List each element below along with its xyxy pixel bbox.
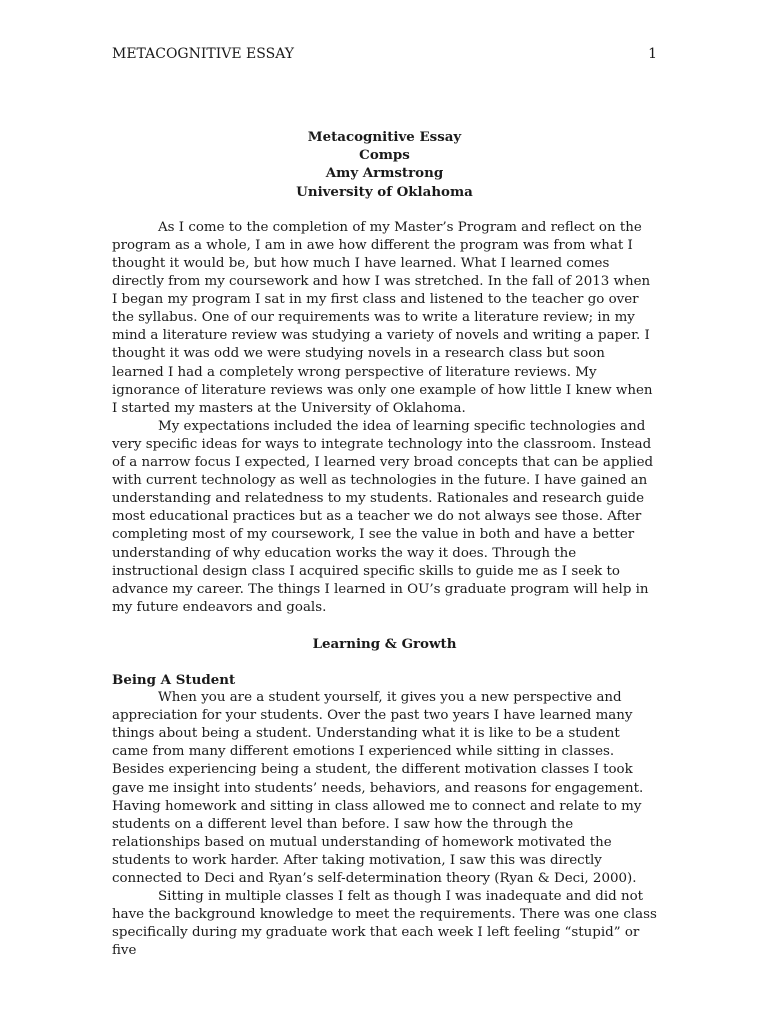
author-name: Amy Armstrong <box>325 165 444 182</box>
intro-paragraph-1: As I come to the completion of my Master’s Program and reflect on the program as a whole, I am in awe how different the program was from what I thought it would be, but how much I have learned. What I learned comes directly from my coursework and how I was stretched. In the fall of 2013 when I began my program I sat in my first class and listened to the teacher go over the syllabus. One of our requirements was to write a literature review; in my mind a literature review was studying a variety of novels and writing a paper. I thought it was odd we were studying novels in a research class but soon learned I had a completely wrong perspective of literature reviews. My ignorance of literature reviews was only one example of how little I knew when I started my masters at the University of Oklahoma. <box>112 219 653 416</box>
title-block <box>112 128 657 201</box>
body-paragraph-1: When you are a student yourself, it gives you a new perspective and appreciation for your students. Over the past two years I have learned many things about being a student. Understanding what it is like to be a student came from many different emotions I experienced while sitting in classes. Besides experiencing being a student, the different motivation classes I took gave me insight into students’ needs, behaviors, and reasons for engagement. Having homework and sitting in class allowed me to connect and relate to my students on a different level than before. I saw how the through the relationships based on mutual understanding of homework motivated the students to work harder. After taking motivation, I saw this was directly connected to Deci and Ryan’s self-determination theory (Ryan & Deci, 2000). <box>112 690 644 886</box>
spacer <box>112 617 657 635</box>
document-title: Metacognitive Essay <box>307 129 462 145</box>
section-heading: Learning & Growth <box>312 635 457 652</box>
document-body <box>112 128 657 960</box>
intro-paragraph-2: My expectations included the idea of learning specific technologies and very specific ideas for ways to integrate technology into the classroom. Instead of a narrow focus I expected, I learned very broad concepts that can be applied with current technology as well as technologies in the future. I have gained an understanding and relatedness to my students. Rationales and research guide most educational practices but as a teacher we do not always see those. After completing most of my coursework, I see the value in both and have a better understanding of why education works the way it does. Through the instructional design class I acquired specific skills to guide me as I seek to advance my career. The things I learned in OU’s graduate program will help in my future endeavors and goals. <box>112 418 654 615</box>
page-number: 1 <box>648 46 657 62</box>
body-paragraph-2: Sitting in multiple classes I felt as though I was inadequate and did not have the background knowledge to meet the requirements. There was one class specifically during my graduate work that each week I left feeling “stupid” or five <box>112 889 657 959</box>
subsection-heading: Being A Student <box>112 671 236 688</box>
spacer <box>112 201 657 219</box>
document-subtitle: Comps <box>359 147 410 164</box>
running-title: METACOGNITIVE ESSAY <box>112 46 294 62</box>
institution-name: University of Oklahoma <box>296 183 473 200</box>
spacer <box>112 653 657 671</box>
